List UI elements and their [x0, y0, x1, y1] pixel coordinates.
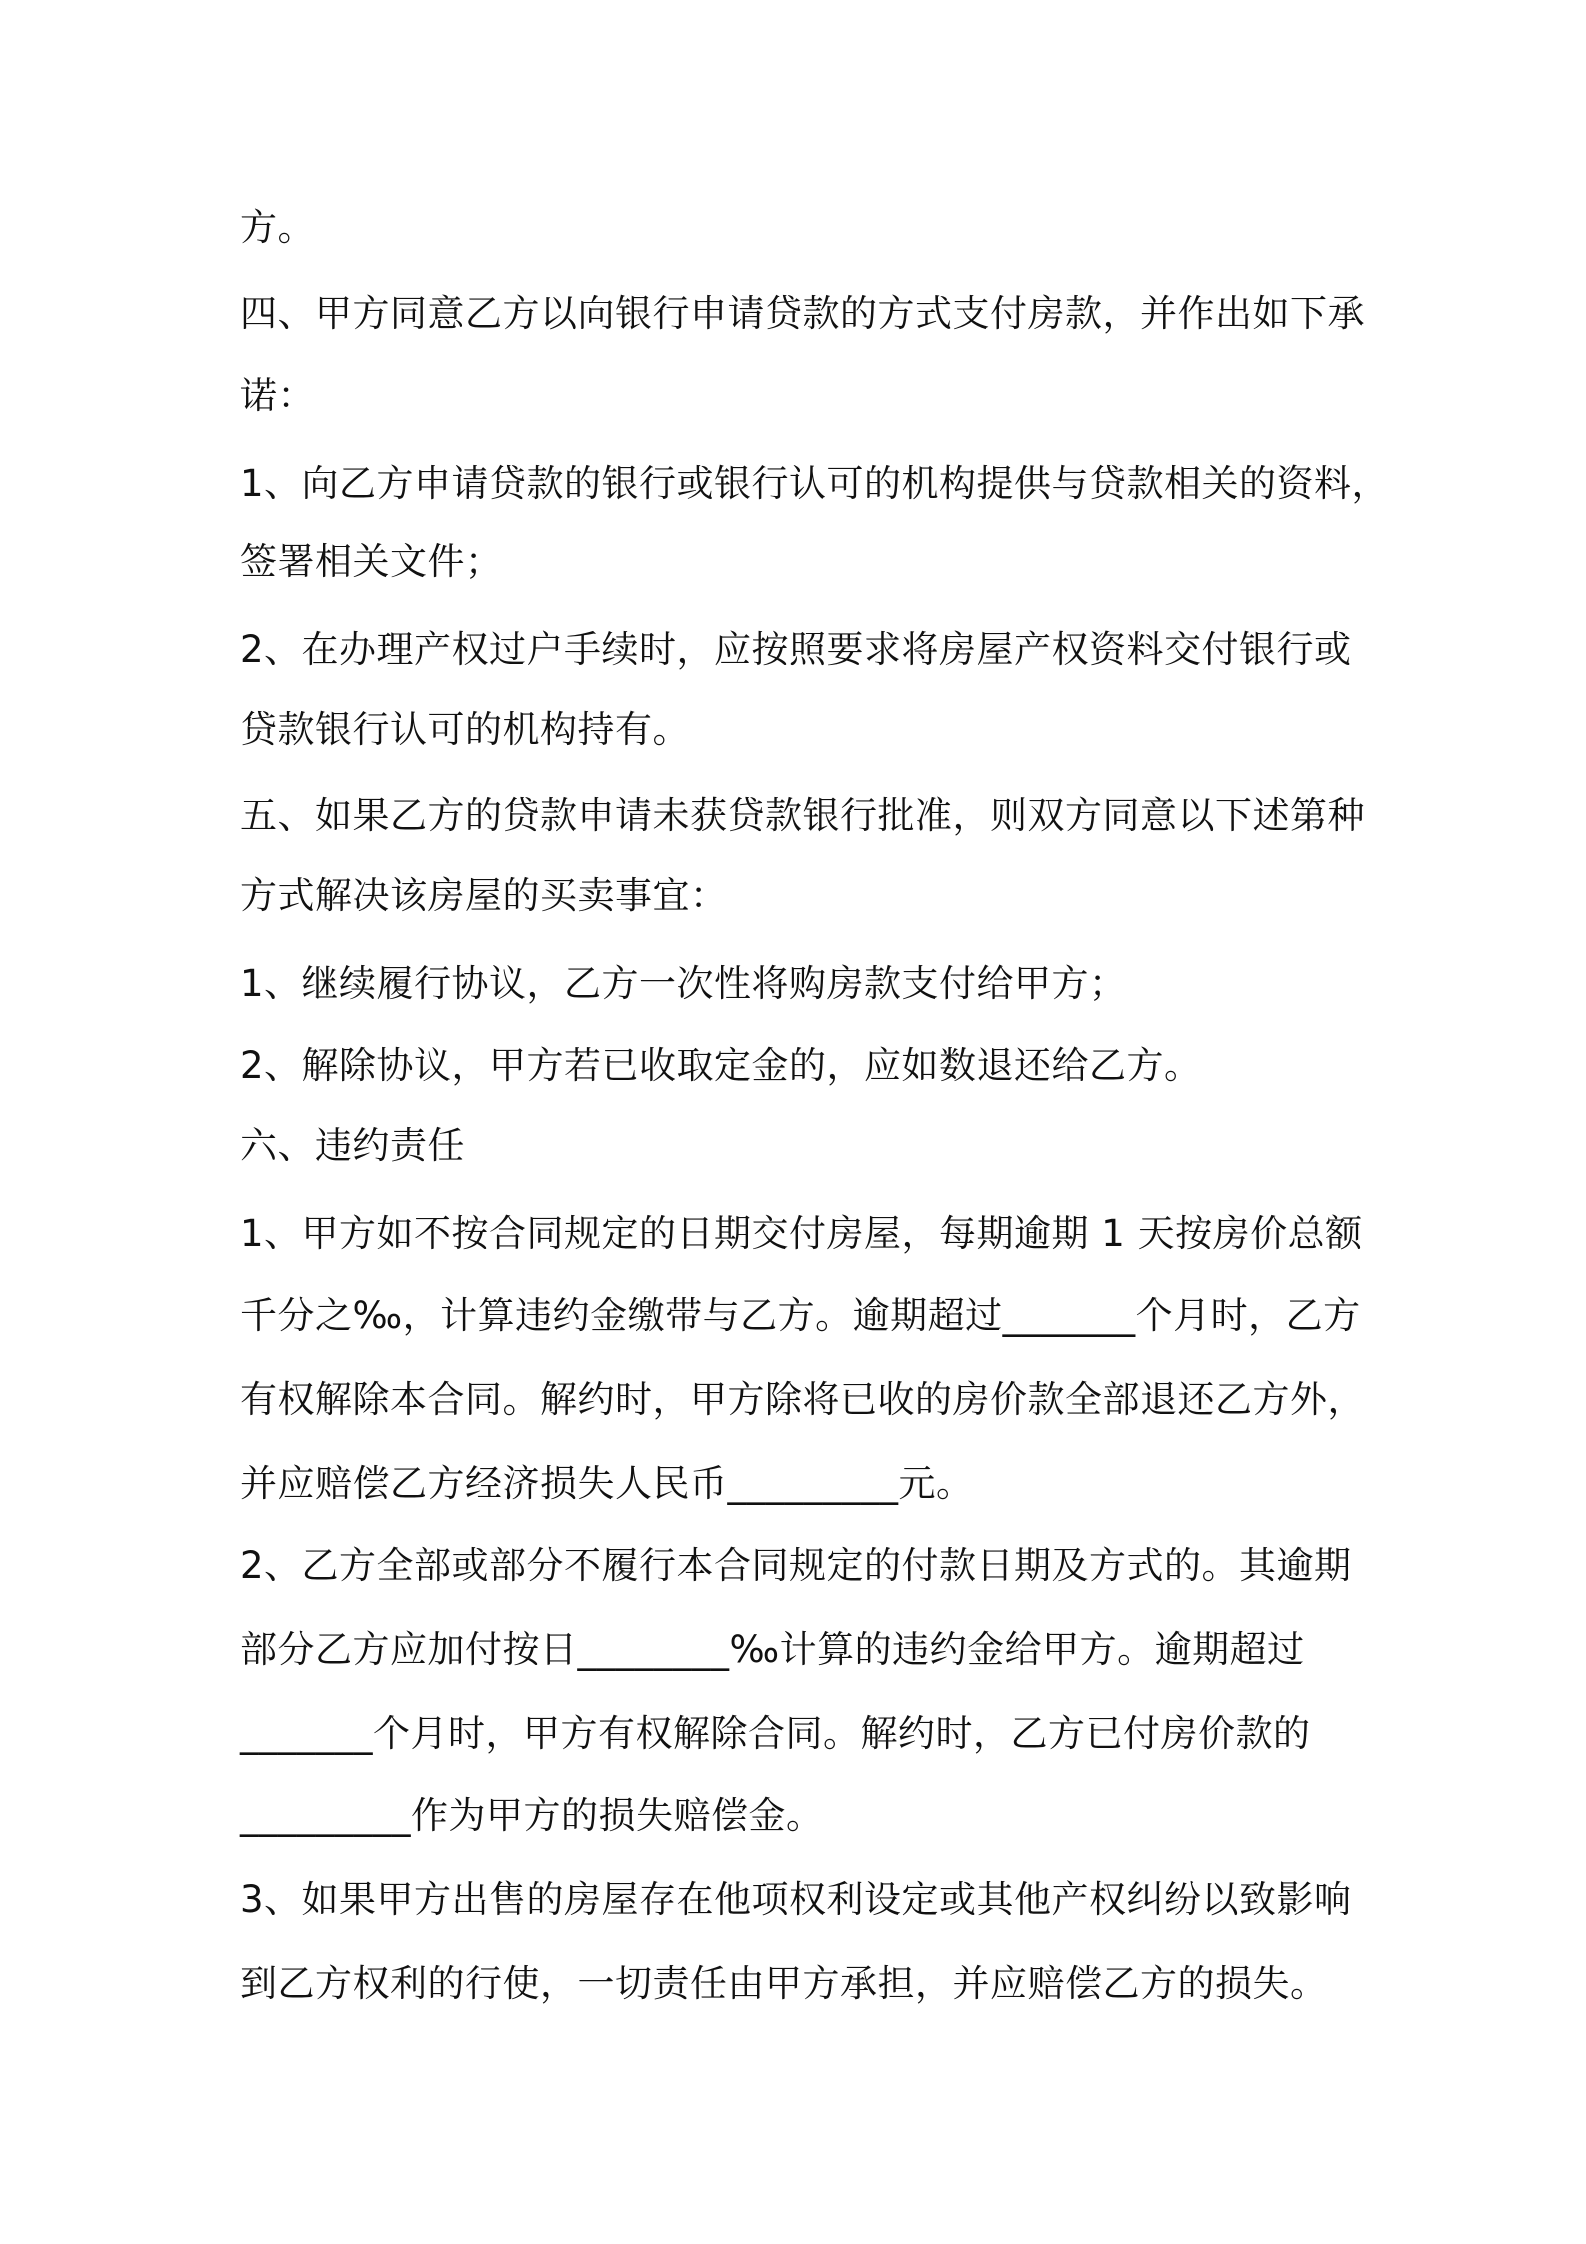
text-line: 2、乙方全部或部分不履行本合同规定的付款日期及方式的。其逾期	[240, 1544, 1352, 1587]
text-line: 六、违约责任	[240, 1124, 465, 1167]
text-line: 3、如果甲方出售的房屋存在他项权利设定或其他产权纠纷以致影响	[240, 1878, 1352, 1921]
text-line: 1、继续履行协议，乙方一次性将购房款支付给甲方；	[240, 962, 1127, 1005]
text-line: 2、在办理产权过户手续时，应按照要求将房屋产权资料交付银行或	[240, 628, 1352, 671]
text-line: 并应赔偿乙方经济损失人民币_________元。	[240, 1462, 974, 1505]
text-line: 有权解除本合同。解约时，甲方除将已收的房价款全部退还乙方外，	[240, 1378, 1365, 1421]
text-line: 1、甲方如不按合同规定的日期交付房屋，每期逾期 1 天按房价总额	[240, 1212, 1363, 1255]
text-line: 千分之‰，计算违约金缴带与乙方。逾期超过_______个月时，乙方	[240, 1294, 1361, 1337]
text-line: _______个月时，甲方有权解除合同。解约时，乙方已付房价款的	[240, 1712, 1311, 1755]
text-line: 贷款银行认可的机构持有。	[240, 708, 690, 751]
text-line: _________作为甲方的损失赔偿金。	[240, 1794, 824, 1837]
text-line: 方。	[240, 206, 315, 249]
text-line: 五、如果乙方的贷款申请未获贷款银行批准，则双方同意以下述第种	[240, 794, 1365, 837]
text-line: 部分乙方应加付按日________‰计算的违约金给甲方。逾期超过	[240, 1628, 1305, 1671]
text-line: 方式解决该房屋的买卖事宜：	[240, 874, 728, 917]
text-line: 签署相关文件；	[240, 540, 503, 583]
text-line: 到乙方权利的行使，一切责任由甲方承担，并应赔偿乙方的损失。	[240, 1962, 1328, 2005]
text-line: 2、解除协议，甲方若已收取定金的，应如数退还给乙方。	[240, 1044, 1202, 1087]
text-line: 四、甲方同意乙方以向银行申请贷款的方式支付房款，并作出如下承	[240, 292, 1365, 335]
text-line: 1、向乙方申请贷款的银行或银行认可的机构提供与贷款相关的资料，	[240, 462, 1390, 505]
text-line: 诺：	[240, 374, 315, 417]
